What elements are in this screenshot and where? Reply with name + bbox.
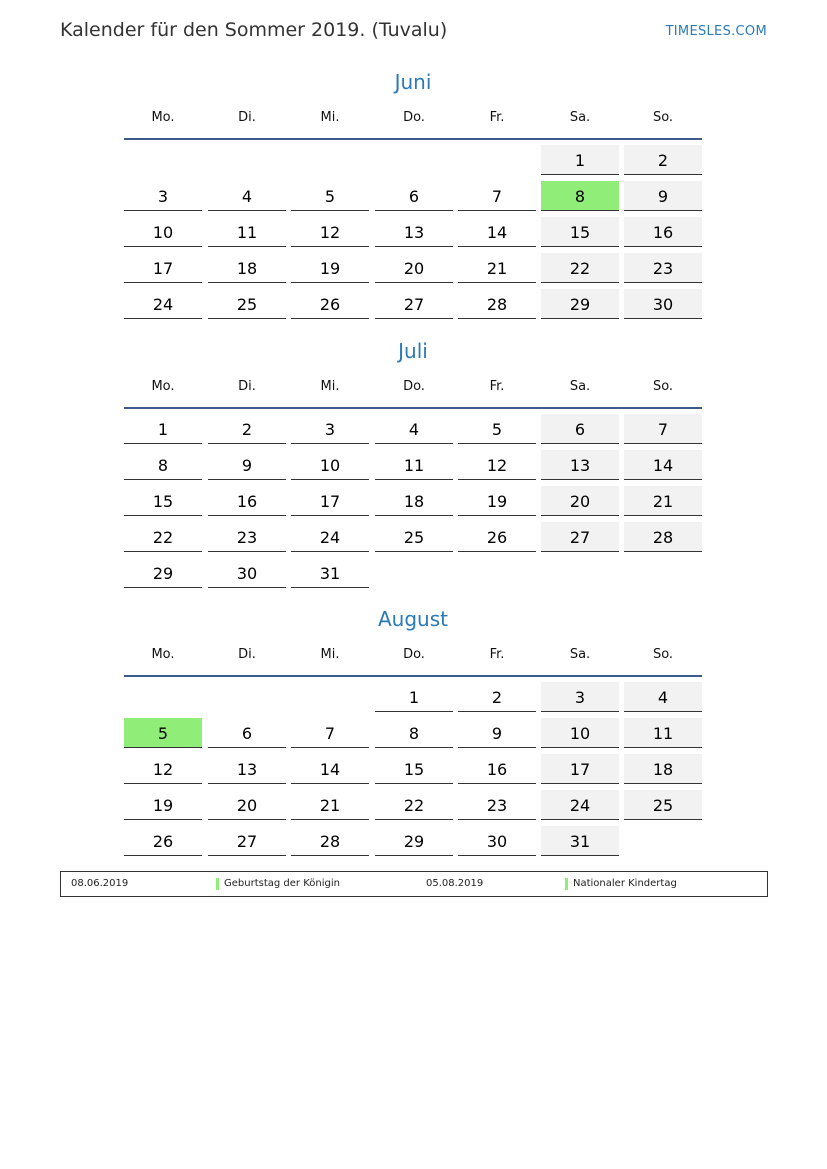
weekday-saturday: Sa. (569, 110, 591, 125)
day-cell: 29 (124, 558, 202, 588)
weekday-thursday: Do. (403, 647, 425, 662)
day-cell: 15 (375, 754, 453, 784)
day-cell: 28 (624, 522, 702, 552)
weekday-friday: Fr. (489, 110, 505, 125)
holiday-day-cell: 5 (124, 718, 202, 748)
brand-link[interactable]: TIMESLES.COM (665, 24, 767, 39)
weekday-tuesday: Di. (238, 647, 256, 662)
day-cell: 7 (624, 414, 702, 444)
day-cell: 28 (458, 289, 536, 319)
day-cell: 29 (375, 826, 453, 856)
day-cell: 3 (291, 414, 369, 444)
day-cell: 17 (124, 253, 202, 283)
day-cell: 22 (375, 790, 453, 820)
day-cell: 3 (541, 682, 619, 712)
day-cell: 17 (291, 486, 369, 516)
weekday-friday: Fr. (489, 647, 505, 662)
day-cell: 31 (291, 558, 369, 588)
day-cell: 8 (375, 718, 453, 748)
day-cell: 27 (208, 826, 286, 856)
day-cell: 4 (624, 682, 702, 712)
weekday-sunday: So. (652, 110, 674, 125)
day-cell: 24 (124, 289, 202, 319)
day-cell: 6 (541, 414, 619, 444)
weekday-sunday: So. (652, 379, 674, 394)
day-cell: 18 (375, 486, 453, 516)
weekday-wednesday: Mi. (320, 379, 340, 394)
weekday-saturday: Sa. (569, 379, 591, 394)
day-cell: 31 (541, 826, 619, 856)
day-cell: 14 (291, 754, 369, 784)
month-title: August (378, 607, 448, 631)
day-cell: 19 (458, 486, 536, 516)
day-cell: 16 (458, 754, 536, 784)
day-cell: 27 (541, 522, 619, 552)
day-cell: 11 (375, 450, 453, 480)
day-cell: 12 (291, 217, 369, 247)
day-cell: 9 (624, 181, 702, 211)
legend-date: 08.06.2019 (71, 878, 129, 889)
day-cell: 22 (541, 253, 619, 283)
day-cell: 19 (291, 253, 369, 283)
day-cell: 12 (124, 754, 202, 784)
weekday-thursday: Do. (403, 110, 425, 125)
day-cell: 12 (458, 450, 536, 480)
holiday-legend (60, 871, 768, 897)
weekday-header (124, 379, 702, 399)
day-cell: 28 (291, 826, 369, 856)
header-rule (124, 675, 702, 677)
day-cell: 20 (541, 486, 619, 516)
day-cell: 6 (208, 718, 286, 748)
holiday-day-cell: 8 (541, 181, 619, 211)
day-cell: 20 (208, 790, 286, 820)
day-cell: 2 (458, 682, 536, 712)
weekday-sunday: So. (652, 647, 674, 662)
day-cell: 24 (291, 522, 369, 552)
day-cell: 23 (208, 522, 286, 552)
day-cell: 13 (541, 450, 619, 480)
day-cell: 2 (208, 414, 286, 444)
weekday-thursday: Do. (403, 379, 425, 394)
legend-date: 05.08.2019 (426, 878, 484, 889)
month-title: Juni (394, 70, 432, 94)
day-cell: 17 (541, 754, 619, 784)
day-cell: 5 (458, 414, 536, 444)
day-cell: 30 (458, 826, 536, 856)
day-cell: 21 (291, 790, 369, 820)
day-cell: 2 (624, 145, 702, 175)
weekday-tuesday: Di. (238, 379, 256, 394)
weekday-header (124, 647, 702, 667)
day-cell: 27 (375, 289, 453, 319)
weekday-friday: Fr. (489, 379, 505, 394)
day-cell: 16 (624, 217, 702, 247)
day-cell: 18 (208, 253, 286, 283)
day-cell: 25 (375, 522, 453, 552)
day-cell: 10 (541, 718, 619, 748)
day-cell: 11 (208, 217, 286, 247)
day-cell: 1 (541, 145, 619, 175)
day-cell: 23 (458, 790, 536, 820)
day-cell: 16 (208, 486, 286, 516)
weekday-wednesday: Mi. (320, 110, 340, 125)
weekday-wednesday: Mi. (320, 647, 340, 662)
day-cell: 4 (375, 414, 453, 444)
weekday-saturday: Sa. (569, 647, 591, 662)
day-cell: 10 (124, 217, 202, 247)
day-cell: 15 (124, 486, 202, 516)
weekday-monday: Mo. (151, 647, 175, 662)
day-cell: 7 (291, 718, 369, 748)
day-cell: 11 (624, 718, 702, 748)
weekday-header (124, 110, 702, 130)
day-cell: 23 (624, 253, 702, 283)
day-cell: 7 (458, 181, 536, 211)
weekday-tuesday: Di. (238, 110, 256, 125)
holiday-swatch (216, 878, 219, 890)
day-cell: 19 (124, 790, 202, 820)
day-cell: 20 (375, 253, 453, 283)
day-cell: 13 (375, 217, 453, 247)
day-cell: 26 (291, 289, 369, 319)
weekday-monday: Mo. (151, 110, 175, 125)
day-cell: 18 (624, 754, 702, 784)
weekday-monday: Mo. (151, 379, 175, 394)
day-cell: 30 (624, 289, 702, 319)
day-cell: 29 (541, 289, 619, 319)
day-cell: 10 (291, 450, 369, 480)
day-cell: 26 (124, 826, 202, 856)
page-title: Kalender für den Sommer 2019. (Tuvalu) (60, 19, 448, 41)
day-cell: 9 (458, 718, 536, 748)
legend-holiday-name: Nationaler Kindertag (573, 878, 677, 889)
day-cell: 25 (208, 289, 286, 319)
day-cell: 8 (124, 450, 202, 480)
day-cell: 1 (375, 682, 453, 712)
day-cell: 26 (458, 522, 536, 552)
day-cell: 21 (458, 253, 536, 283)
day-cell: 4 (208, 181, 286, 211)
holiday-swatch (565, 878, 568, 890)
legend-holiday-name: Geburtstag der Königin (224, 878, 340, 889)
day-cell: 14 (624, 450, 702, 480)
day-cell: 30 (208, 558, 286, 588)
day-cell: 15 (541, 217, 619, 247)
day-cell: 21 (624, 486, 702, 516)
header-rule (124, 138, 702, 140)
day-cell: 14 (458, 217, 536, 247)
day-cell: 6 (375, 181, 453, 211)
header-rule (124, 407, 702, 409)
day-cell: 24 (541, 790, 619, 820)
day-cell: 3 (124, 181, 202, 211)
month-title: Juli (398, 339, 428, 363)
day-cell: 9 (208, 450, 286, 480)
day-cell: 5 (291, 181, 369, 211)
day-cell: 22 (124, 522, 202, 552)
day-cell: 13 (208, 754, 286, 784)
day-cell: 1 (124, 414, 202, 444)
day-cell: 25 (624, 790, 702, 820)
